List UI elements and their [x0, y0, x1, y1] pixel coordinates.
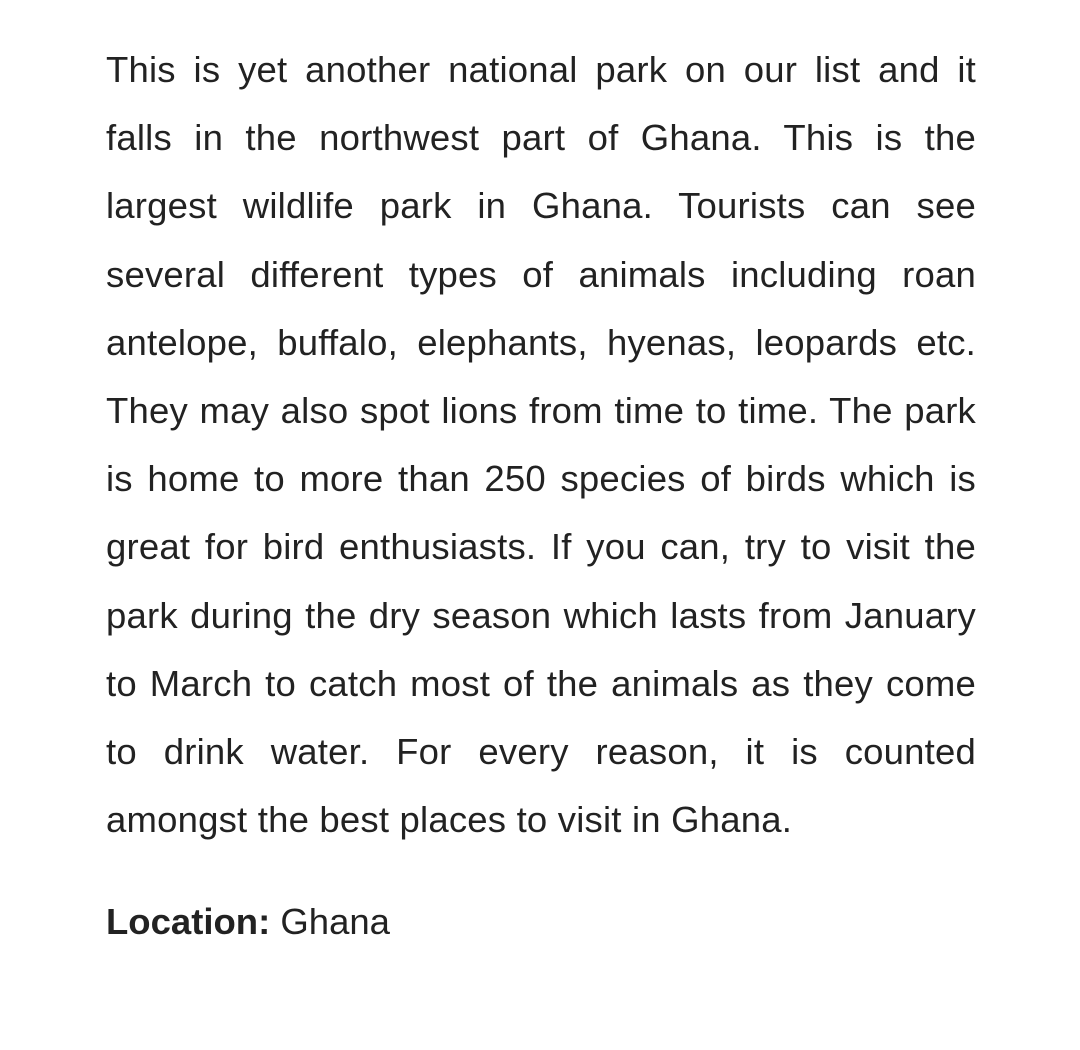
location-value: Ghana — [280, 901, 390, 943]
article-paragraph: This is yet another national park on our list and it falls in the northwest part of Ghana. This is the largest wildlife park in Ghana. Tourists can see several different types of animals including roan antelope, buffalo, elephants, hyenas, leopards etc. They may also spot lions from time to time. The park is home to more than 250 species of birds which is great for bird enthusiasts. If you can, try to visit the park during the dry season which lasts from January to March to catch most of the animals as they come to drink water. For every reason, it is counted amongst the best places to visit in Ghana. — [106, 49, 976, 841]
location-line — [106, 888, 976, 956]
article-body — [106, 36, 976, 957]
location-label: Location: — [106, 901, 271, 943]
